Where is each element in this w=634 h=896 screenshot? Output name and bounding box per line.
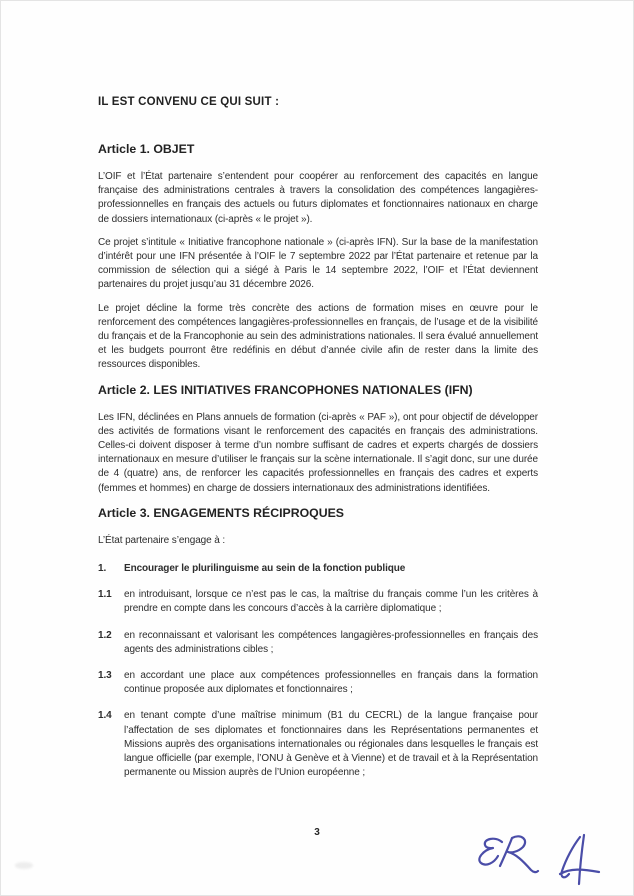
commitment-1-text: Encourager le plurilinguisme au sein de la fonction publique (124, 563, 406, 575)
article-1 (98, 142, 538, 373)
article-1-paragraph-1: L’OIF et l’État partenaire s’entendent pour coopérer au renforcement des capacités en langue française des administrations centrales à travers la consolidation des compétences langagières-professionnelles en français des actuels ou futurs diplomates et fonctionnaires nationaux en charge de dossiers internationaux (ci-après « le projet »). (98, 171, 538, 225)
article-2-paragraph-1: Les IFN, déclinées en Plans annuels de formation (ci-après « PAF »), ont pour objectif de développer des activités de formations visant le renforcement des capacités en français des administrations. Celles-ci doivent disposer à terme d’un nombre suffisant de cadres et experts chargés de dossiers internationaux en mesure d’utiliser le français sur la scène internationale. Il s’agit donc, sur une durée de 4 (quatre) ans, de renforcer les capacités professionnelles en français des cadres et experts (femmes et hommes) en charge de dossiers internationaux des administrations identifiées. (98, 411, 538, 494)
article-3-title: Article 3. ENGAGEMENTS RÉCIPROQUES (98, 505, 344, 520)
handwritten-signature-er-icon (473, 833, 541, 881)
article-3 (98, 506, 538, 781)
commitment-1-3-number: 1.3 (98, 670, 112, 682)
commitment-1-3 (98, 669, 538, 697)
page-number: 3 (314, 827, 320, 838)
commitment-1-2-text: en reconnaissant et valorisant les compétences langagières-professionnelles en français des agents des administrations cibles ; (124, 629, 538, 655)
article-1-paragraph-3: Le projet décline la forme très concrète des actions de formation mises en œuvre pour le renforcement des compétences langagières-professionnelles en français, de l’usage et de la visibilité du français et de la Francophonie au sein des administrations nationales. Il sera évalué annuellement et les budgets pourront être redéfinis en début d’année civile afin de rester dans la limite des ressources disponibles. (98, 302, 538, 371)
commitment-1-3-text: en accordant une place aux compétences professionnelles en français dans la formation continue proposée aux diplomates et fonctionnaires ; (124, 670, 538, 696)
commitment-1-4-number: 1.4 (98, 710, 112, 722)
commitment-1-4 (98, 709, 538, 780)
opening-clause: IL EST CONVENU CE QUI SUIT : (98, 96, 280, 108)
article-3-intro: L’État partenaire s’engage à : (98, 534, 226, 546)
handwritten-signature-a-icon (556, 833, 602, 891)
commitment-1-2-number: 1.2 (98, 629, 112, 641)
commitment-1-1 (98, 588, 538, 616)
commitment-1-number: 1. (98, 563, 107, 575)
commitment-1-1-text: en introduisant, lorsque ce n’est pas le cas, la maîtrise du français comme l’un les critères à prendre en compte dans les concours d’accès à la carrière diplomatique ; (124, 589, 538, 615)
commitment-1-4-text: en tenant compte d’une maîtrise minimum (B1 du CECRL) de la langue française pour l’affectation de ses diplomates et fonctionnaires dans les Représentations permanentes et Missions auprès des organisations internationales ou régionales dans lesquelles le français est langue officielle (par exemple, l’ONU à Genève et à Vienne) et de travail et à la Représentation permanente ou Mission auprès de l’Union européenne ; (124, 710, 538, 779)
scan-smudge (15, 862, 33, 869)
document-body (98, 96, 538, 793)
article-1-title: Article 1. OBJET (98, 142, 195, 156)
commitment-1-1-number: 1.1 (98, 589, 112, 601)
article-2-title: Article 2. LES INITIATIVES FRANCOPHONES NATIONALES (IFN) (98, 382, 473, 397)
article-1-paragraph-2: Ce projet s’intitule « Initiative francophone nationale » (ci-après IFN). Sur la base de la manifestation d’intérêt pour une IFN présentée à l’OIF le 7 septembre 2022 par l’État partenaire et retenue par la commission de sélection qui a siégé à Paris le 14 septembre 2022, l’OIF et l’État deviennent partenaires du projet jusqu’au 31 décembre 2026. (98, 236, 538, 291)
commitment-1-2 (98, 629, 538, 657)
article-2 (98, 383, 538, 496)
commitment-1 (98, 562, 538, 576)
